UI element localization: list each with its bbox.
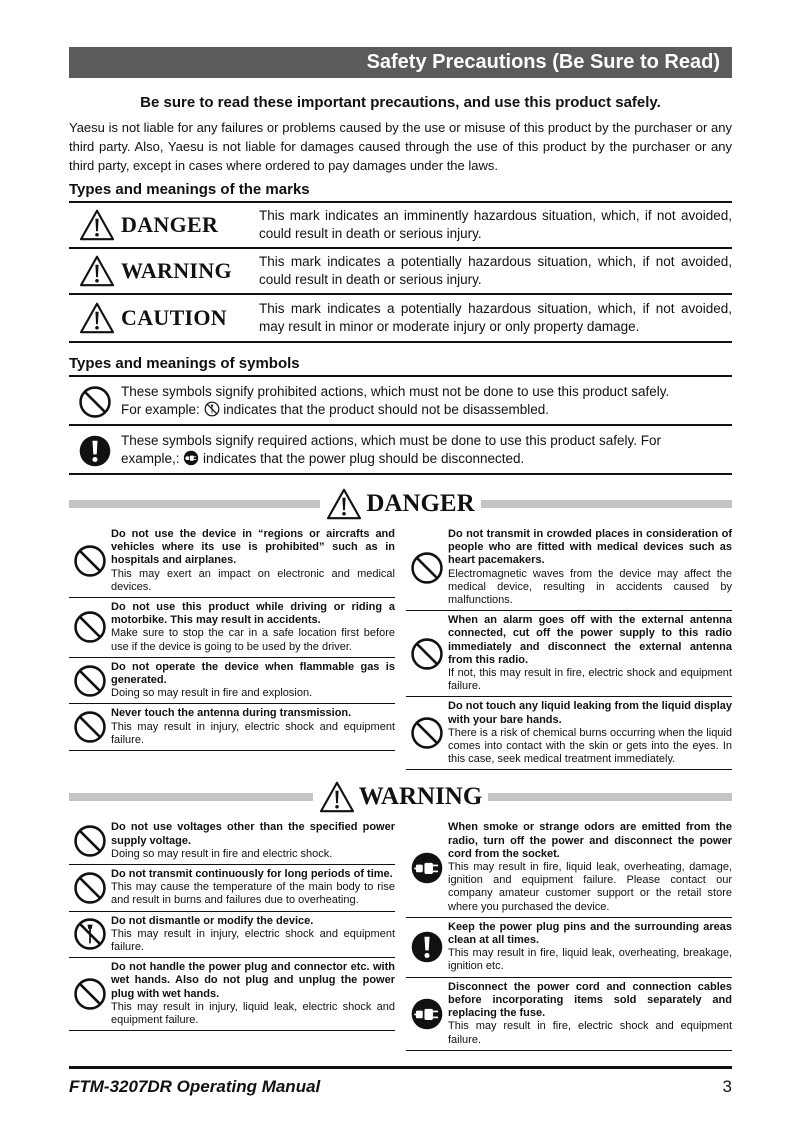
- page-footer: [69, 1066, 732, 1097]
- precaution-item: [69, 865, 395, 912]
- disclaimer-paragraph: Yaesu is not liable for any failures or problems caused by the use or misuse of this product by the purchaser or any third party. Also, Yaesu is not liable for damages caused through the use of this product by the purchaser or any third party, except in cases where ordered to pay damages under the laws.: [69, 120, 732, 173]
- prohibited-icon: [73, 664, 107, 698]
- mark-row-caution: [69, 295, 732, 343]
- precaution-body: Doing so may result in fire and explosion.: [111, 687, 313, 700]
- precaution-body: This may result in injury, liquid leak, electric shock and equipment failure.: [111, 1000, 395, 1027]
- marks-heading: Types and meanings of the marks: [69, 181, 732, 203]
- precaution-item: [69, 525, 395, 598]
- mark-description: This mark indicates an imminently hazardous situation, which, if not avoided, could result in death or serious injury.: [259, 208, 732, 241]
- precaution-item: [406, 918, 732, 978]
- warning-triangle-icon: [326, 488, 362, 520]
- mark-row-danger: [69, 203, 732, 249]
- precaution-item: [406, 697, 732, 770]
- precaution-item: [69, 704, 395, 751]
- danger-right-column: [406, 525, 732, 770]
- precaution-title: Do not dismantle or modify the device.: [111, 914, 314, 927]
- banner-label: DANGER: [366, 490, 475, 517]
- precaution-title: Disconnect the power cord and connection cables before incorporating items sold separately and replacing the fuse.: [448, 980, 732, 1020]
- symbol-row-required: These symbols signify required actions, which must be done to use this product safely. For example,: indicates that the power plug should be disconnected.: [69, 426, 732, 475]
- mark-label: DANGER: [121, 212, 219, 237]
- unplug-icon: [410, 997, 444, 1031]
- danger-banner: [69, 487, 732, 521]
- precaution-item: [69, 598, 395, 658]
- precaution-title: Do not transmit continuously for long periods of time.: [111, 868, 393, 881]
- mark-row-warning: [69, 249, 732, 295]
- prohibited-icon: [78, 385, 112, 419]
- precaution-body: If not, this may result in fire, electric shock and equipment failure.: [448, 667, 732, 693]
- mark-description: This mark indicates a potentially hazardous situation, which, if not avoided, could result in death or serious injury.: [259, 254, 732, 287]
- marks-table: [69, 203, 732, 343]
- no-disassembly-icon: [73, 917, 107, 951]
- precaution-title: Never touch the antenna during transmission.: [111, 707, 352, 720]
- precaution-title: Do not operate the device when flammable gas is generated.: [111, 660, 395, 687]
- page: [69, 47, 732, 1051]
- manual-title: FTM-3207DR Operating Manual: [69, 1077, 321, 1096]
- banner-label: WARNING: [358, 783, 483, 811]
- mark-label: CAUTION: [121, 305, 227, 330]
- page-title: Safety Precautions (Be Sure to Read): [69, 47, 732, 78]
- precaution-title: Do not touch any liquid leaking from the liquid display with your bare hands.: [448, 700, 732, 726]
- mark-label: WARNING: [121, 258, 232, 283]
- precaution-item: [406, 978, 732, 1051]
- precaution-body: This may result in injury, electric shock and equipment failure.: [111, 927, 395, 954]
- warning-right-column: [406, 818, 732, 1050]
- symbol-description: These symbols signify prohibited actions, which must not be done to use this product safely.: [121, 384, 670, 399]
- prohibited-icon: [410, 551, 444, 585]
- precaution-title: When smoke or strange odors are emitted from the radio, turn off the power and disconnect the power cord from the socket.: [448, 821, 732, 860]
- precaution-title: Do not use voltages other than the specified power supply voltage.: [111, 821, 395, 847]
- prohibited-icon: [73, 871, 107, 905]
- symbol-row-prohibited: These symbols signify prohibited actions, which must not be done to use this product safely. For example: indicates that the product should not be disassembled.: [69, 377, 732, 426]
- warning-triangle-icon: [79, 302, 115, 334]
- prohibited-icon: [73, 824, 107, 858]
- unplug-icon: [410, 851, 444, 885]
- warning-left-column: [69, 818, 395, 1050]
- no-disassembly-icon: [204, 401, 220, 417]
- warning-banner: [69, 780, 732, 814]
- warning-triangle-icon: [79, 209, 115, 241]
- precaution-body: This may exert an impact on electronic and medical devices.: [111, 567, 395, 593]
- precaution-item: [406, 611, 732, 697]
- required-action-icon: [78, 434, 112, 468]
- precaution-body: Electromagnetic waves from the device may affect the medical device, resulting in accidents caused by malfunctions.: [448, 567, 732, 607]
- prohibited-icon: [73, 544, 107, 578]
- warning-items: [69, 818, 732, 1050]
- prohibited-icon: [73, 610, 107, 644]
- precaution-body: This may result in fire, liquid leak, overheating, breakage, ignition etc.: [448, 947, 732, 973]
- symbol-description: These symbols signify required actions, which must be done to use this product safely. For: [121, 433, 662, 448]
- precaution-item: [406, 525, 732, 611]
- precaution-title: Keep the power plug pins and the surrounding areas clean at all times.: [448, 920, 732, 947]
- precaution-item: [69, 818, 395, 865]
- precaution-body: There is a risk of chemical burns occurring when the liquid comes into contact with the skin or gets into the eyes. In this case, seek medical treatment immediately.: [448, 726, 732, 766]
- precaution-body: This may cause the temperature of the main body to rise and result in burns and failures due to overheating.: [111, 881, 395, 907]
- prohibited-icon: [73, 710, 107, 744]
- prohibited-icon: [410, 716, 444, 750]
- precaution-item: [406, 818, 732, 917]
- precaution-item: [69, 958, 395, 1031]
- warning-triangle-icon: [79, 255, 115, 287]
- precaution-title: Do not use the device in “regions or aircrafts and vehicles where its use is prohibited” such as in hospitals and airplanes.: [111, 528, 395, 567]
- precaution-body: This may result in injury, electric shock and equipment failure.: [111, 720, 395, 746]
- precaution-title: Do not transmit in crowded places in consideration of people who are fitted with medical devices such as heart pacemakers.: [448, 528, 732, 567]
- danger-items: [69, 525, 732, 770]
- prohibited-icon: [73, 977, 107, 1011]
- precaution-title: When an alarm goes off with the external antenna connected, cut off the power supply to this radio immediately and disconnect the external antenna from this radio.: [448, 614, 732, 666]
- lead-statement: Be sure to read these important precautions, and use this product safely.: [140, 94, 661, 111]
- precaution-body: Make sure to stop the car in a safe location first before use if the device is going to be used by the driver.: [111, 627, 395, 653]
- page-number: 3: [722, 1077, 732, 1096]
- unplug-icon: [183, 450, 199, 466]
- danger-left-column: [69, 525, 395, 770]
- precaution-item: [69, 912, 395, 959]
- precaution-body: Doing so may result in fire and electric shock.: [111, 847, 333, 860]
- precaution-item: [69, 658, 395, 705]
- precaution-body: This may result in fire, electric shock and equipment failure.: [448, 1020, 732, 1046]
- precaution-title: Do not use this product while driving or riding a motorbike. This may result in accidents.: [111, 601, 395, 627]
- warning-triangle-icon: [319, 781, 355, 813]
- prohibited-icon: [410, 637, 444, 671]
- precaution-body: This may result in fire, liquid leak, overheating, damage, ignition and equipment failure. Please contact our company amateur customer support or the retail store where you purchased the device.: [448, 861, 732, 913]
- precaution-title: Do not handle the power plug and connector etc. with wet hands. Also do not plug and unplug the power plug with wet hands.: [111, 961, 395, 1000]
- required-icon: [410, 930, 444, 964]
- mark-description: This mark indicates a potentially hazardous situation, which, if not avoided, may result in minor or moderate injury or only property damage.: [259, 301, 732, 334]
- symbols-heading: Types and meanings of symbols: [69, 355, 732, 377]
